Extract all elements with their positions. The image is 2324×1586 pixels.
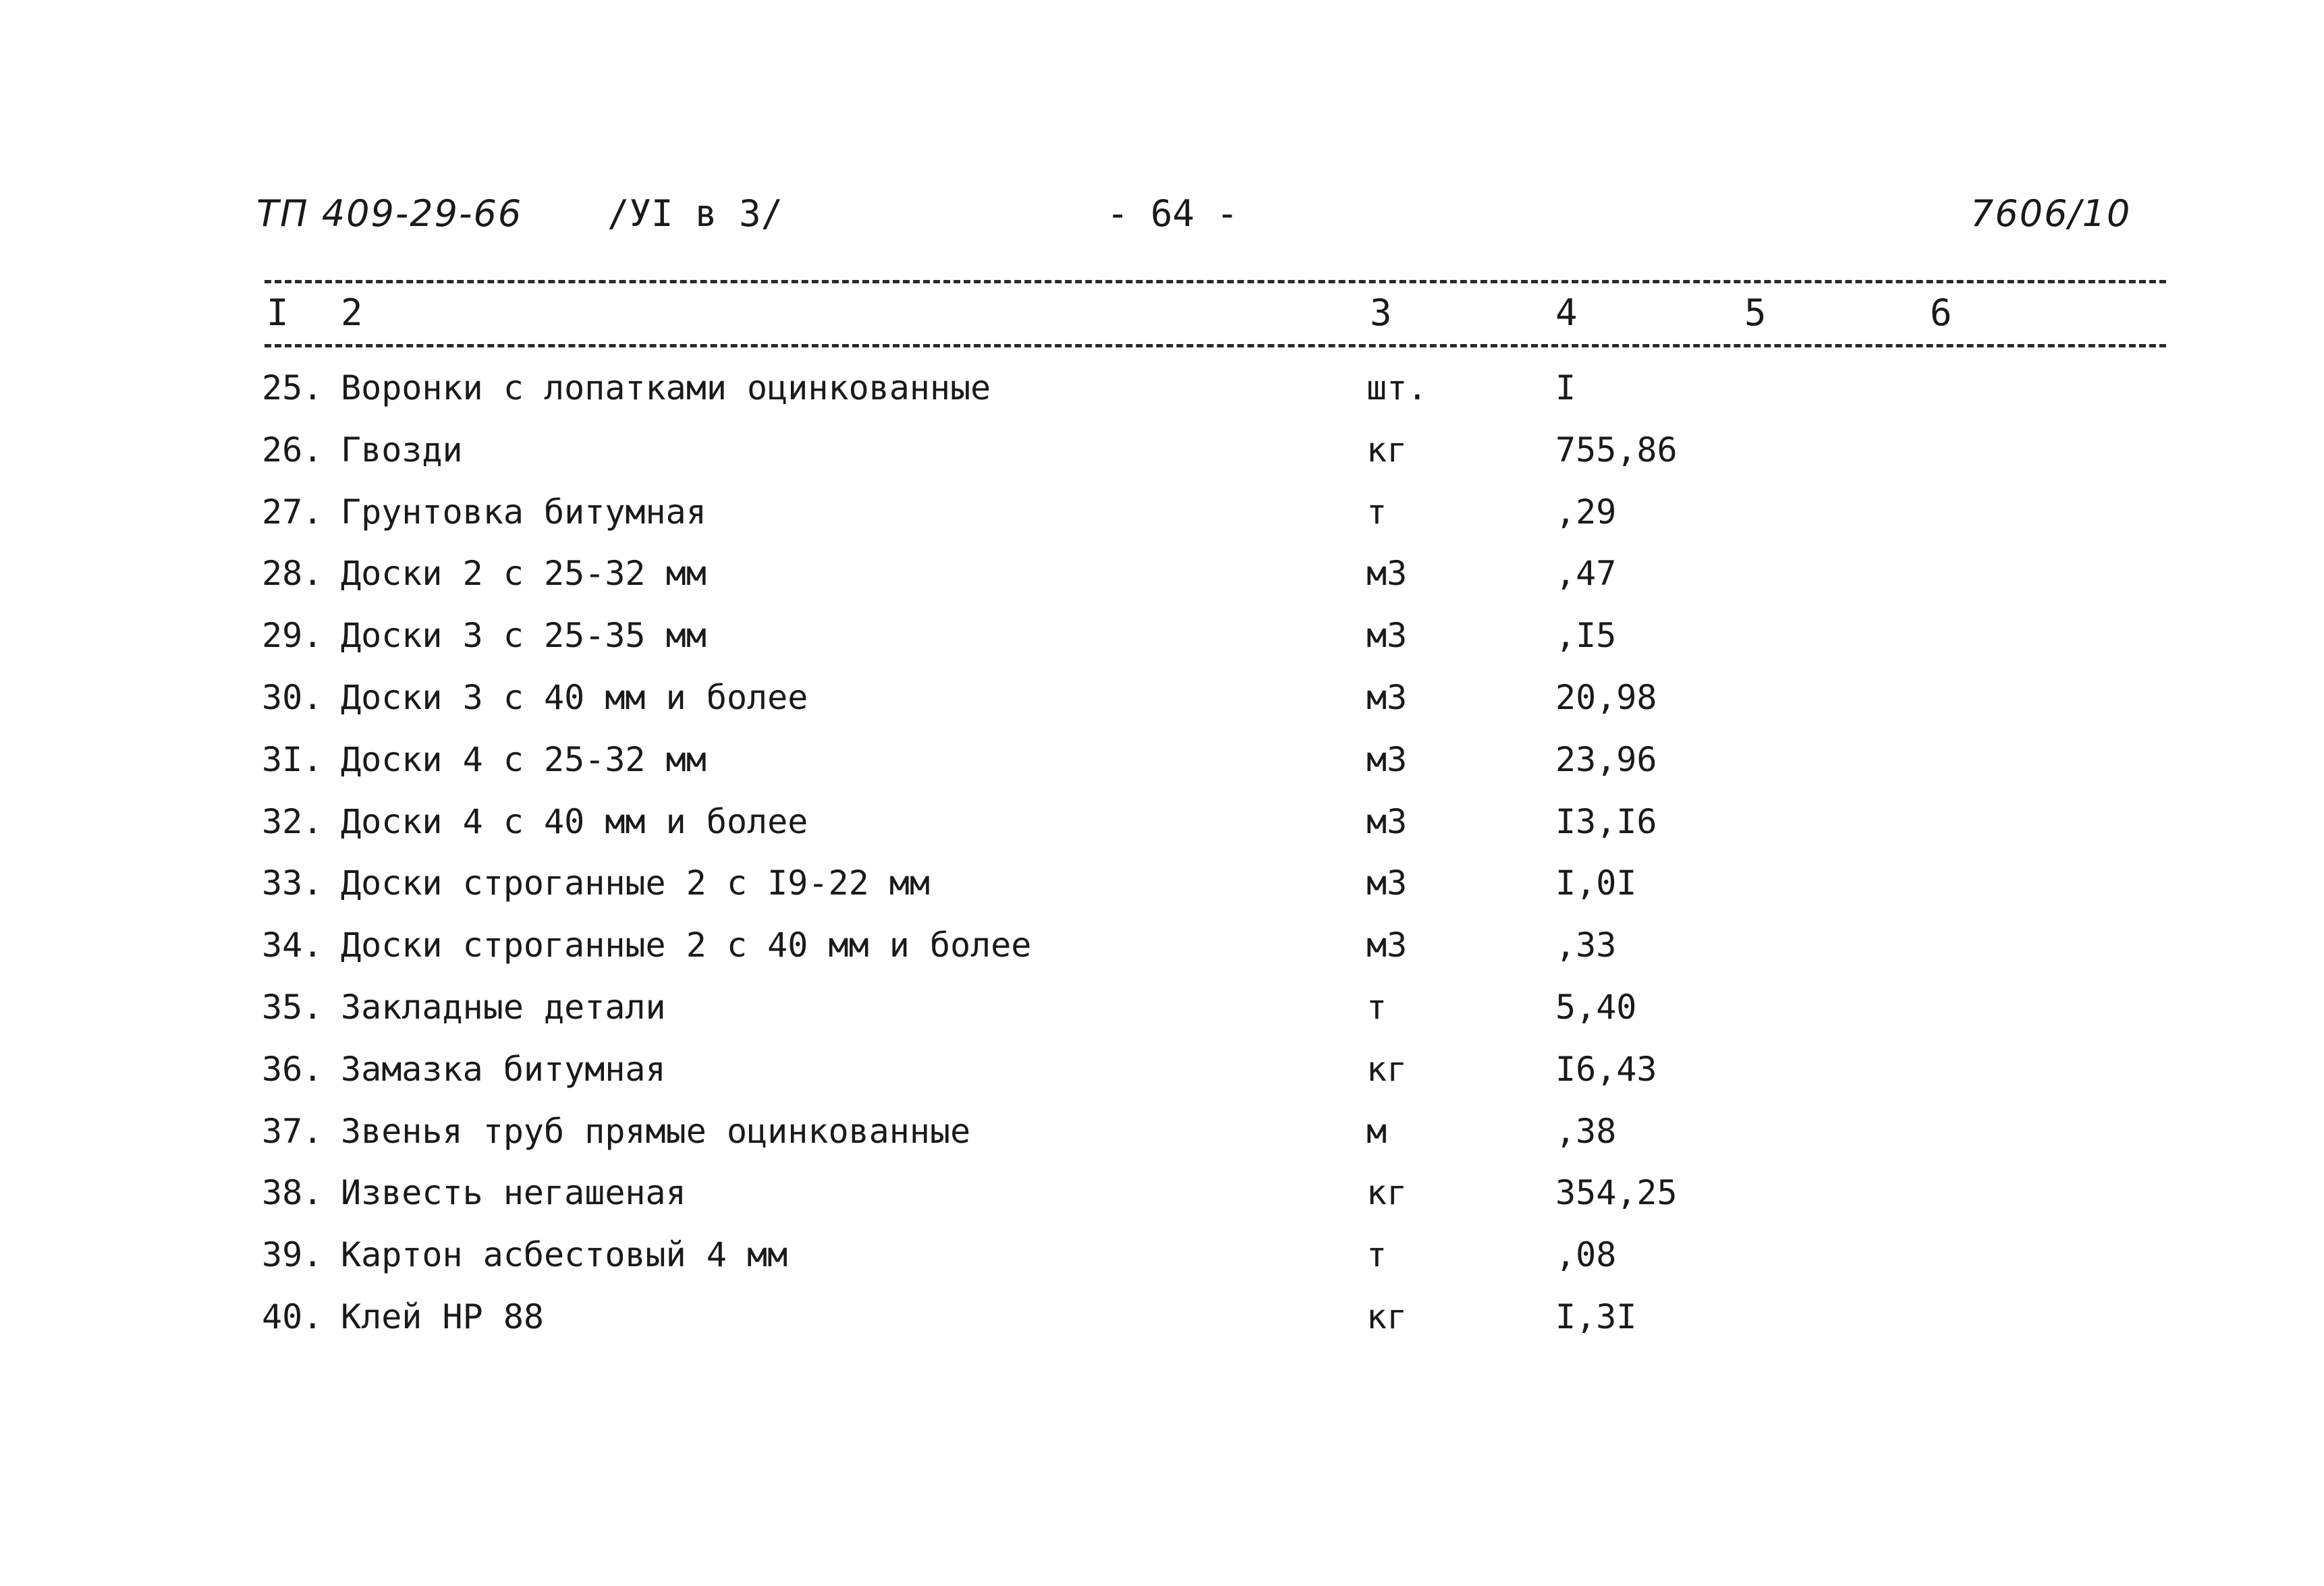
row-number: 27. <box>262 492 323 532</box>
table-row <box>0 859 2324 922</box>
unit: м3 <box>1366 616 1408 656</box>
row-number: 40. <box>262 1297 323 1336</box>
row-number: 28. <box>262 554 323 594</box>
table-row <box>0 798 2324 860</box>
table-row <box>0 674 2324 736</box>
material-name: Доски 4 с 25-32 мм <box>341 739 707 779</box>
document-code: ТП 409-29-66 <box>256 192 523 235</box>
column-header-3: 3 <box>1370 291 1392 334</box>
row-number: 30. <box>262 677 323 717</box>
unit: кг <box>1366 1049 1408 1089</box>
materials-table <box>0 364 2324 1355</box>
unit: м3 <box>1366 863 1408 903</box>
column-header-2: 2 <box>341 291 363 334</box>
unit: т <box>1366 1235 1387 1275</box>
table-row <box>0 1046 2324 1108</box>
table-row <box>0 984 2324 1046</box>
page-number: - 64 - <box>1107 192 1239 235</box>
quantity: ,38 <box>1555 1111 1617 1151</box>
header-divider-top <box>265 280 2166 283</box>
unit: м3 <box>1366 801 1408 841</box>
quantity: I,0I <box>1555 863 1637 903</box>
material-name: Звенья труб прямые оцинкованные <box>341 1111 971 1151</box>
quantity: I <box>1555 368 1576 407</box>
row-number: 34. <box>262 926 323 965</box>
material-name: Грунтовка битумная <box>341 492 707 532</box>
unit: кг <box>1366 1173 1408 1213</box>
quantity: ,47 <box>1555 554 1617 594</box>
row-number: 25. <box>262 368 323 407</box>
row-number: 29. <box>262 616 323 656</box>
quantity: ,08 <box>1555 1235 1617 1275</box>
row-number: 33. <box>262 863 323 903</box>
column-header-5: 5 <box>1744 291 1767 334</box>
quantity: I3,I6 <box>1555 801 1657 841</box>
material-name: Картон асбестовый 4 мм <box>341 1235 788 1275</box>
material-name: Доски строганные 2 с I9-22 мм <box>341 863 930 903</box>
table-row <box>0 488 2324 550</box>
material-name: Замазка битумная <box>341 1049 666 1089</box>
quantity: 20,98 <box>1555 677 1657 717</box>
quantity: 755,86 <box>1555 430 1678 470</box>
unit: м <box>1366 1111 1387 1151</box>
unit: т <box>1366 987 1387 1027</box>
material-name: Доски 3 с 40 мм и более <box>341 677 808 717</box>
quantity: 23,96 <box>1555 739 1657 779</box>
unit: кг <box>1366 430 1408 470</box>
table-row <box>0 1169 2324 1231</box>
quantity: I6,43 <box>1555 1049 1657 1089</box>
table-row <box>0 364 2324 426</box>
material-name: Воронки с лопатками оцинкованные <box>341 368 991 407</box>
inventory-number: 7606/10 <box>1970 192 2132 235</box>
material-name: Клей НР 88 <box>341 1297 545 1336</box>
table-row <box>0 736 2324 798</box>
unit: м3 <box>1366 554 1408 594</box>
unit: м3 <box>1366 739 1408 779</box>
table-row <box>0 1108 2324 1170</box>
column-header-6: 6 <box>1930 291 1952 334</box>
material-name: Закладные детали <box>341 987 666 1027</box>
table-row <box>0 426 2324 488</box>
row-number: 32. <box>262 801 323 841</box>
material-name: Доски строганные 2 с 40 мм и более <box>341 926 1032 965</box>
material-name: Доски 4 с 40 мм и более <box>341 801 808 841</box>
unit: кг <box>1366 1297 1408 1336</box>
material-name: Доски 3 с 25-35 мм <box>341 616 707 656</box>
quantity: ,33 <box>1555 926 1617 965</box>
row-number: 3I. <box>262 739 323 779</box>
unit: т <box>1366 492 1387 532</box>
quantity: I,3I <box>1555 1297 1637 1336</box>
header-divider-bottom <box>265 344 2166 347</box>
row-number: 35. <box>262 987 323 1027</box>
table-row <box>0 550 2324 612</box>
sheet-reference: /УI в 3/ <box>607 192 783 235</box>
quantity: 5,40 <box>1555 987 1637 1027</box>
column-header-4: 4 <box>1555 291 1578 334</box>
unit: м3 <box>1366 677 1408 717</box>
table-row <box>0 612 2324 674</box>
row-number: 36. <box>262 1049 323 1089</box>
column-header-1: I <box>267 291 289 334</box>
table-row <box>0 922 2324 984</box>
unit: м3 <box>1366 926 1408 965</box>
quantity: 354,25 <box>1555 1173 1678 1213</box>
table-row <box>0 1293 2324 1355</box>
quantity: ,I5 <box>1555 616 1617 656</box>
quantity: ,29 <box>1555 492 1617 532</box>
row-number: 37. <box>262 1111 323 1151</box>
row-number: 26. <box>262 430 323 470</box>
table-row <box>0 1231 2324 1293</box>
material-name: Гвозди <box>341 430 463 470</box>
row-number: 39. <box>262 1235 323 1275</box>
material-name: Известь негашеная <box>341 1173 686 1213</box>
row-number: 38. <box>262 1173 323 1213</box>
unit: шт. <box>1366 368 1428 407</box>
material-name: Доски 2 с 25-32 мм <box>341 554 707 594</box>
